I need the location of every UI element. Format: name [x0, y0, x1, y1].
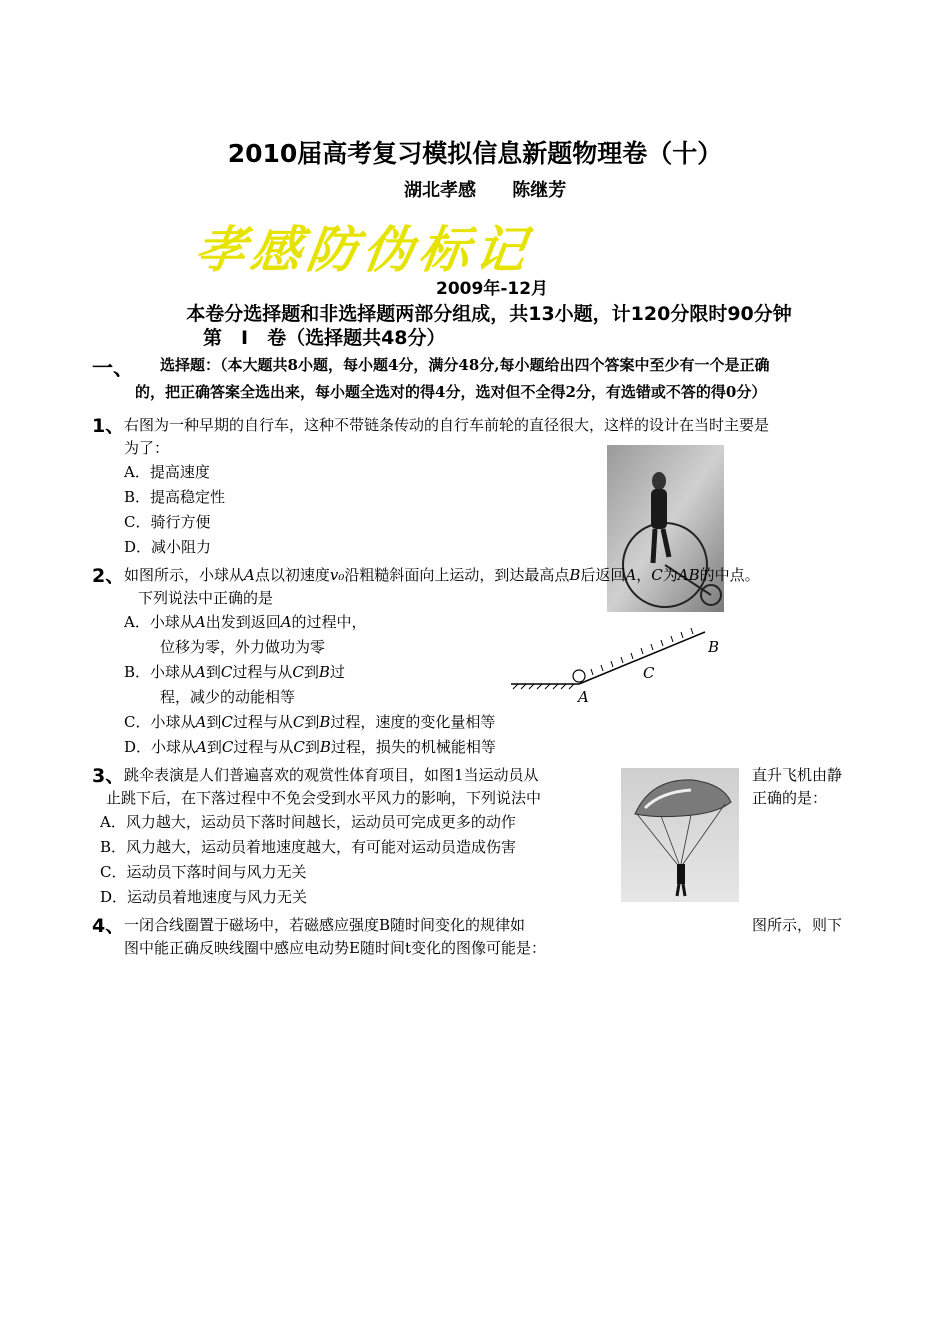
- q2-var-c: C: [221, 713, 233, 731]
- q2-text: 过程，损失的机械能相等: [330, 738, 496, 756]
- q2-var-b: B: [569, 566, 581, 584]
- q2-stem-1: [124, 564, 760, 585]
- q2-text: 过程与从: [232, 713, 293, 731]
- q3-option-d: D．运动员着地速度与风力无关: [100, 888, 308, 906]
- q4-stem-1: 一闭合线圈置于磁场中，若磁感应强度B随时间变化的规律如: [124, 916, 526, 934]
- q2-text: 到: [303, 663, 319, 681]
- q1-option-a: A．提高速度: [124, 463, 210, 481]
- q2-option-a-line1: [124, 611, 367, 632]
- q1-option-c: C．骑行方便: [124, 513, 211, 531]
- q2-var-a: A: [194, 613, 206, 631]
- anti-counterfeit-watermark: 孝感防伪标记: [191, 220, 536, 279]
- q2-var-a: A: [244, 566, 255, 584]
- q1-option-b: B．提高稳定性: [124, 488, 226, 506]
- q2-var-c: C: [293, 738, 305, 756]
- q3-option-b: B．风力越大，运动员着地速度越大，有可能对运动员造成伤害: [100, 838, 517, 856]
- q2-var-c: C: [292, 663, 304, 681]
- q1-stem-1: 右图为一种早期的自行车，这种不带链条传动的自行车前轮的直径很大，这样的设计在当时主要是: [124, 416, 770, 434]
- q2-var-a: A: [196, 738, 207, 756]
- page-title: 2010届高考复习模拟信息新题物理卷（十）: [227, 139, 723, 168]
- q2-var-c: C: [220, 663, 233, 681]
- q2-option-d: [124, 736, 496, 757]
- q2-text: 到: [304, 713, 320, 731]
- q4-stem-2: 图中能正确反映线圈中感应电动势E随时间t变化的图像可能是：: [124, 939, 546, 957]
- q2-option-b-line2: 程，减少的动能相等: [160, 688, 296, 706]
- ball: [573, 670, 585, 682]
- q2-stem-text: 后返回: [580, 566, 626, 584]
- section-number: 一、: [92, 356, 134, 380]
- q2-var-ab: AB: [677, 566, 700, 584]
- section-instruction-1: 选择题：（本大题共8小题，每小题4分，满分48分,每小题给出四个答案中至少有一个是正确: [160, 356, 770, 374]
- q2-text: 到: [205, 663, 221, 681]
- q2-text: 的过程中，: [291, 613, 367, 631]
- q1-option-d: D．减小阻力: [124, 538, 212, 556]
- incline-diagram: [505, 625, 730, 710]
- q2-text: 过程与从: [232, 663, 293, 681]
- q3-option-a: A．风力越大，运动员下落时间越长，运动员可完成更多的动作: [100, 813, 516, 831]
- q2-var-b: B: [318, 663, 330, 681]
- q2-text: D．小球从: [124, 738, 197, 756]
- author-line: [404, 176, 566, 202]
- q2-number: 2、: [92, 565, 125, 587]
- q3-number: 3、: [92, 765, 125, 787]
- q2-stem-text: ，: [636, 566, 652, 584]
- q2-var-a: A: [280, 613, 292, 631]
- q4-stem-1-right: 图所示，则下: [752, 916, 843, 934]
- date-line: 2009年-12月: [436, 279, 549, 299]
- q2-text: 过程与从: [233, 738, 294, 756]
- q2-text: 到: [304, 738, 320, 756]
- q2-stem-text: 点以初速度: [254, 566, 330, 584]
- q2-option-a-line2: 位移为零，外力做功为零: [160, 638, 326, 656]
- label-c: C: [643, 664, 655, 682]
- penny-farthing-photo: [607, 445, 724, 612]
- q2-stem-2: 下列说法中正确的是: [138, 589, 274, 607]
- q3-stem-2: 止跳下后，在下落过程中不免会受到水平风力的影响，下列说法中: [106, 789, 542, 807]
- q2-text: B．小球从: [124, 663, 196, 681]
- q2-text: 过: [329, 663, 345, 681]
- q3-stem-1: 跳伞表演是人们普遍喜欢的观赏性体育项目，如图1当运动员从: [124, 766, 539, 784]
- q2-text: C．小球从: [124, 713, 196, 731]
- q2-var-v0: v₀: [329, 566, 345, 584]
- q3-option-c: C．运动员下落时间与风力无关: [100, 863, 307, 881]
- q2-var-b: B: [319, 713, 331, 731]
- q3-stem-2-right: 正确的是：: [752, 789, 828, 807]
- author-place: 湖北孝感: [404, 180, 476, 201]
- parachute-photo: [621, 768, 739, 902]
- part-heading: 第 Ⅰ 卷（选择题共48分）: [203, 327, 446, 349]
- q2-stem-text: 为: [662, 566, 678, 584]
- q2-text: 到: [206, 738, 222, 756]
- q4-number: 4、: [92, 915, 125, 937]
- q2-text: 到: [206, 713, 222, 731]
- section-instruction-2: 的，把正确答案全选出来，每小题全选对的得4分，选对但不全得2分，有选错或不答的得0分）: [135, 383, 767, 401]
- q2-var-a: A: [625, 566, 637, 584]
- author-name: 陈继芳: [512, 180, 567, 201]
- exam-intro: 本卷分选择题和非选择题两部分组成，共13小题，计120分限时90分钟: [186, 303, 792, 325]
- q2-option-b-line1: [124, 661, 345, 682]
- q2-option-c: [124, 711, 495, 732]
- q1-number: 1、: [92, 415, 125, 437]
- q2-text: 过程，速度的变化量相等: [330, 713, 496, 731]
- q2-stem-text: 沿粗糙斜面向上运动，到达最高点: [344, 566, 570, 584]
- q2-stem-text: 的中点。: [699, 566, 760, 584]
- q2-var-b: B: [319, 738, 331, 756]
- q2-text: 出发到返回: [205, 613, 281, 631]
- q2-stem-text: 如图所示，小球从: [124, 566, 245, 584]
- q2-text: A．小球从: [124, 613, 195, 631]
- q3-stem-1-right: 直升飞机由静: [752, 766, 843, 784]
- q1-stem-2: 为了：: [124, 439, 170, 457]
- q2-var-c: C: [651, 566, 663, 584]
- q2-var-c: C: [292, 713, 305, 731]
- label-a: A: [578, 688, 589, 706]
- q2-var-a: A: [195, 663, 206, 681]
- q2-var-c: C: [221, 738, 234, 756]
- label-b: B: [708, 638, 720, 656]
- q2-var-a: A: [195, 713, 207, 731]
